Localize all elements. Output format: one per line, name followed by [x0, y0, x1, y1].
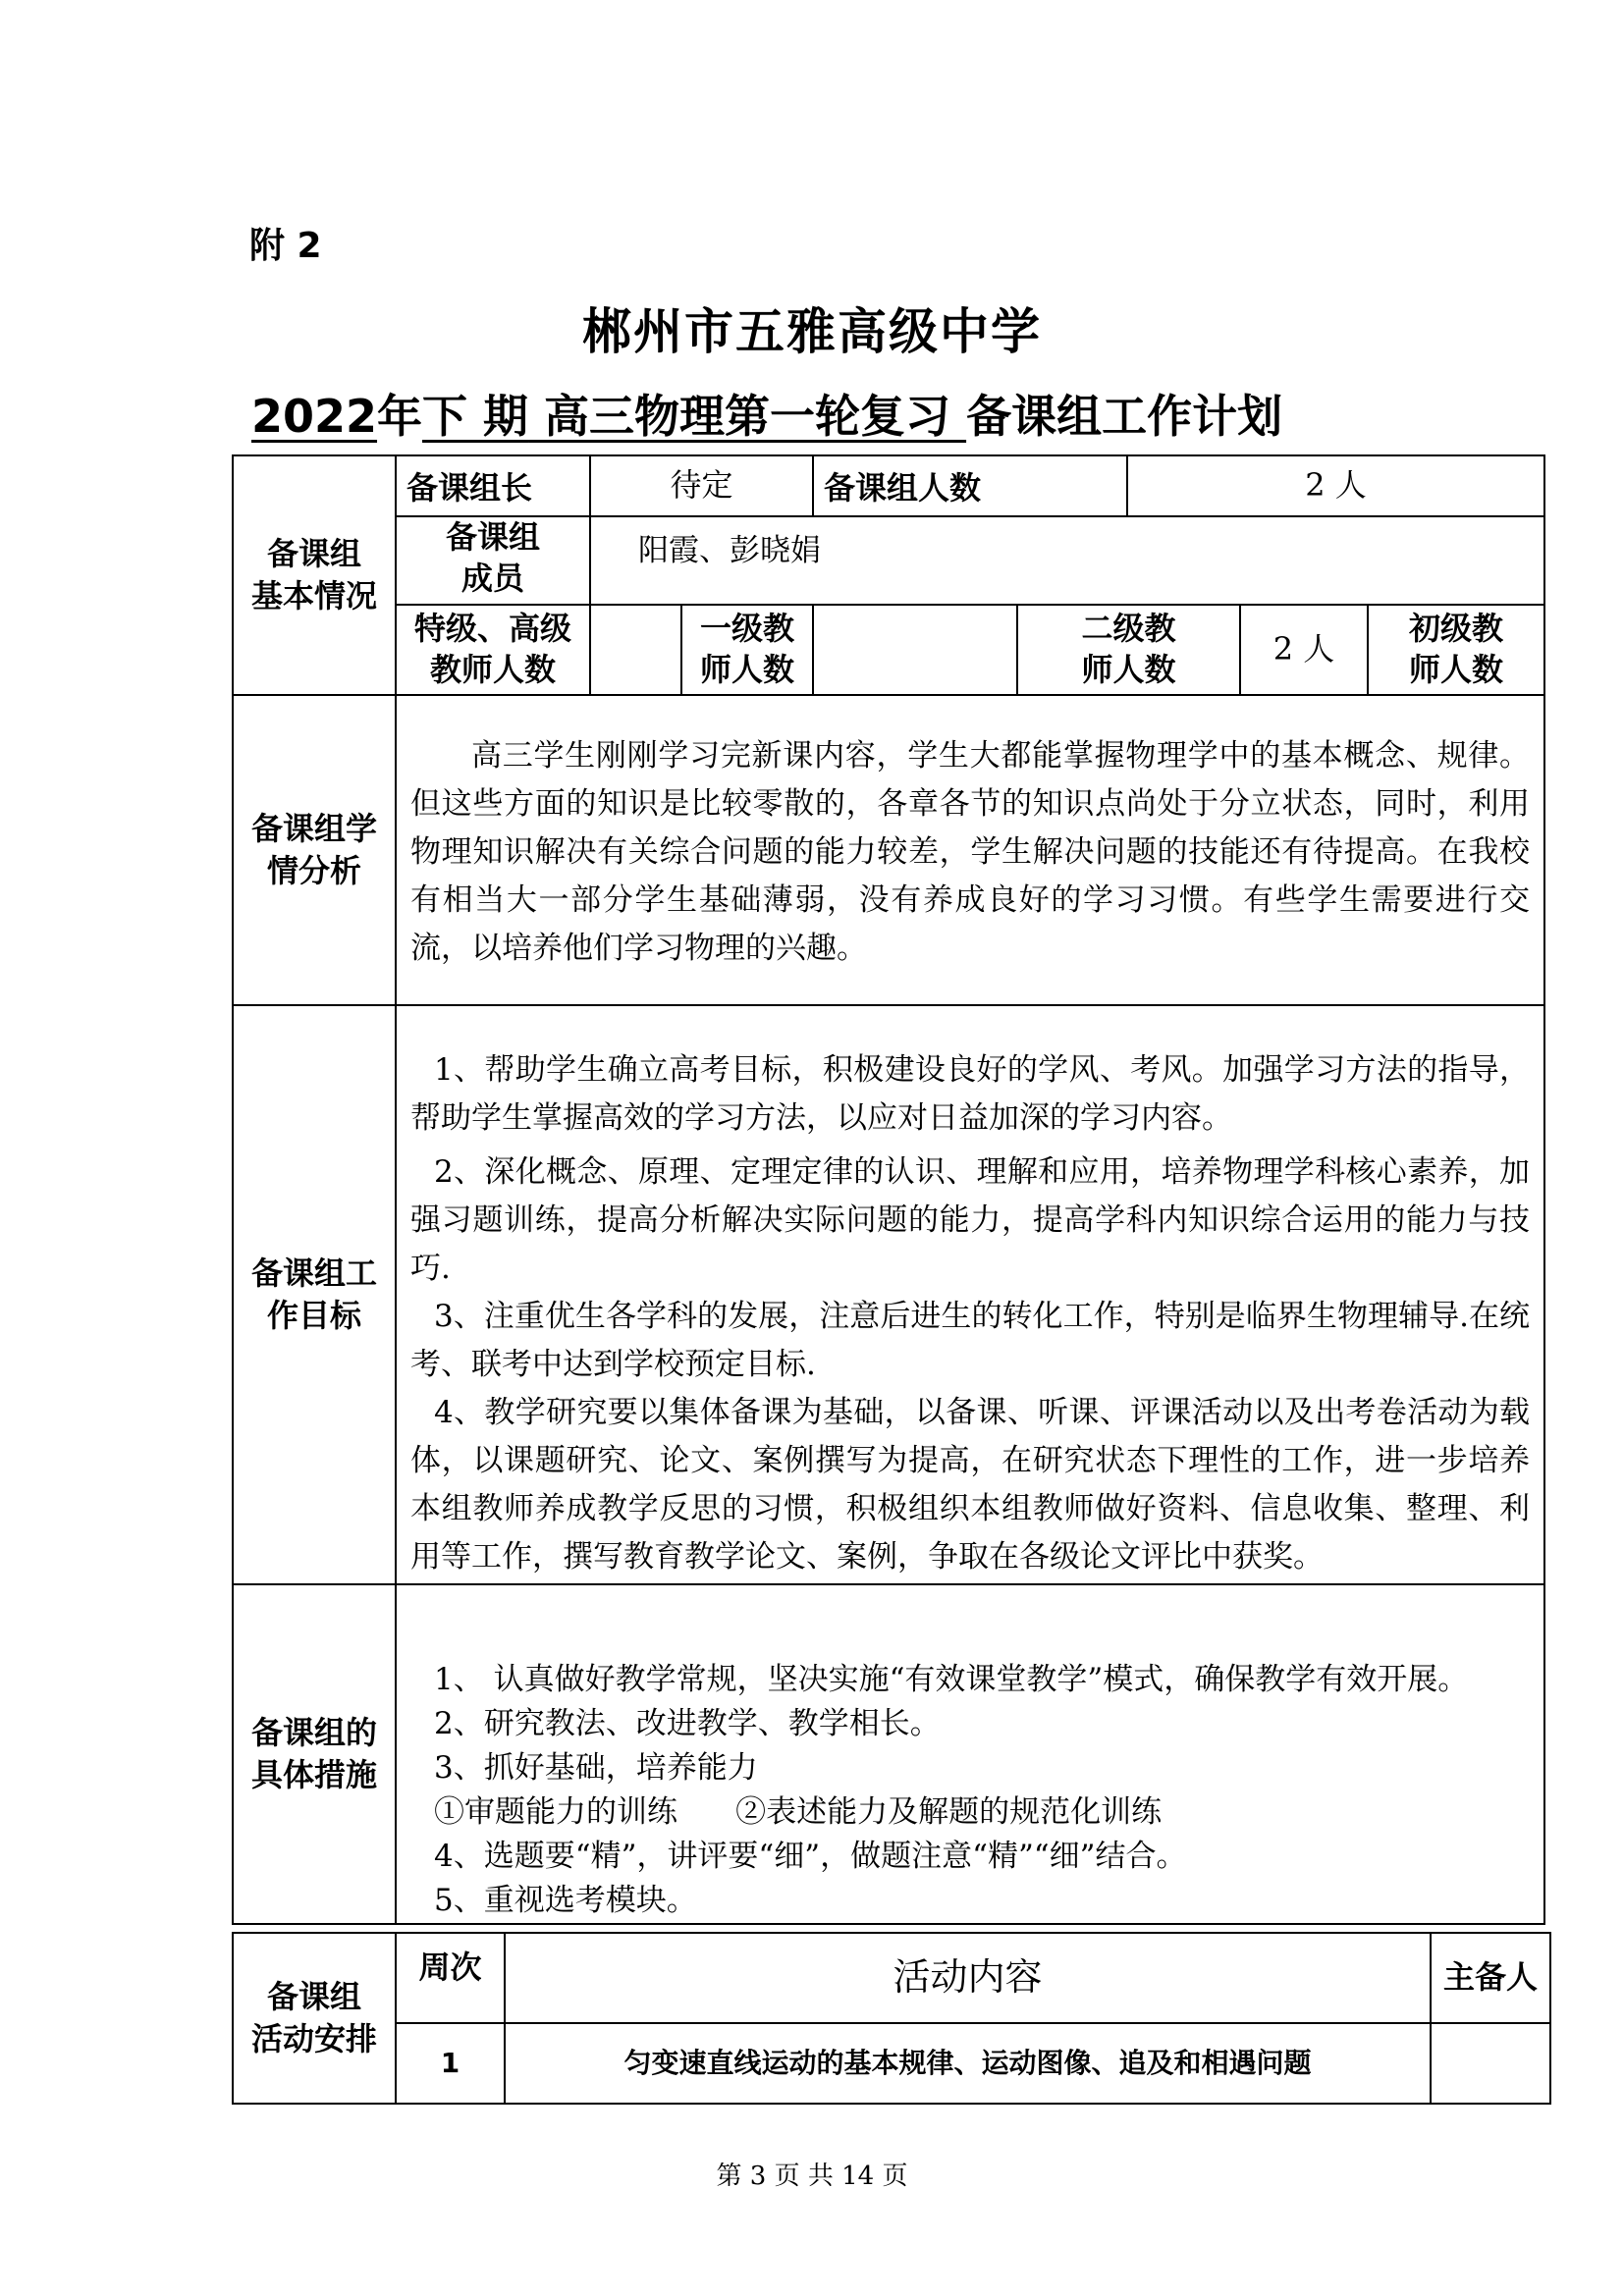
plan-year: 2022 — [251, 390, 378, 443]
leader-value: 待定 — [590, 455, 813, 516]
col-week-header: 周次 — [396, 1933, 505, 2023]
analysis-label: 备课组学 情分析 — [233, 695, 396, 1005]
plan-term: 下 期 — [422, 390, 529, 443]
junior-level-label: 初级教 师人数 — [1368, 605, 1544, 695]
school-title: 郴州市五雅高级中学 — [582, 303, 1042, 360]
activity-table — [232, 1932, 1551, 2105]
activities-label: 备课组 活动安排 — [233, 1933, 396, 2104]
goal-item: 4、教学研究要以集体备课为基础，以备课、听课、评课活动以及出考卷活动为载体，以课题研究、论文、案例撰写为提高，在研究状态下理性的工作，进一步培养本组教师养成教学反思的习惯，积极组织本组教师做好资料、信息收集、整理、利用等工作，撰写教育教学论文、案例，争取在各级论文评比中获奖。 — [410, 1395, 1531, 1575]
members-label: 备课组 成员 — [396, 516, 590, 605]
second-level-label: 二级教 师人数 — [1017, 605, 1240, 695]
first-level-value — [813, 605, 1017, 695]
col-content-header: 活动内容 — [505, 1933, 1431, 2023]
measure-item: 2、研究教法、改进教学、教学相长。 — [434, 1706, 941, 1741]
first-level-label: 一级教 师人数 — [681, 605, 813, 695]
count-label: 备课组人数 — [813, 455, 1127, 516]
measure-item: 4、选题要“精”，讲评要“细”，做题注意“精”“细”结合。 — [434, 1839, 1187, 1874]
annex-label: 附 2 — [249, 226, 322, 266]
goal-item: 3、注重优生各学科的发展，注意后进生的转化工作，特别是临界生物理辅导.在统考、联考中达到学校预定目标. — [410, 1299, 1531, 1382]
plan-suffix: 备课组工作计划 — [966, 390, 1283, 443]
senior-teachers-label: 特级、高级 教师人数 — [396, 605, 590, 695]
plan-subject: 高三物理第一轮复习 — [528, 390, 967, 443]
measures-label: 备课组的 具体措施 — [233, 1584, 396, 1924]
goals-label: 备课组工 作目标 — [233, 1005, 396, 1584]
plan-year-unit: 年 — [377, 390, 423, 443]
measure-item: ①审题能力的训练 ②表述能力及解题的规范化训练 — [434, 1794, 1163, 1830]
measure-item: 5、重视选考模块。 — [434, 1883, 697, 1918]
second-level-value: 2 人 — [1240, 605, 1368, 695]
goal-item: 2、深化概念、原理、定理定律的认识、理解和应用，培养物理学科核心素养，加强习题训练，提高分析解决实际问题的能力，提高学科内知识综合运用的能力与技巧. — [410, 1154, 1531, 1286]
activity-owner — [1431, 2023, 1550, 2104]
page-footer: 第 3 页 共 14 页 — [716, 2162, 908, 2191]
goal-item: 1、帮助学生确立高考目标，积极建设良好的学风、考风。加强学习方法的指导，帮助学生掌握高效的学习方法，以应对日益加深的学习内容。 — [410, 1052, 1531, 1136]
activity-content: 匀变速直线运动的基本规律、运动图像、追及和相遇问题 — [505, 2023, 1431, 2104]
measure-item: 3、抓好基础，培养能力 — [434, 1750, 758, 1786]
basic-section-label: 备课组 基本情况 — [233, 455, 396, 695]
leader-label: 备课组长 — [396, 455, 590, 516]
col-owner-header: 主备人 — [1431, 1933, 1550, 2023]
plan-title — [251, 381, 1282, 446]
analysis-text: 高三学生刚刚学习完新课内容，学生大都能掌握物理学中的基本概念、规律。但这些方面的知识是比较零散的，各章各节的知识点尚处于分立状态，同时，利用物理知识解决有关综合问题的能力较差，学生解决问题的技能还有待提高。在我校有相当大一部分学生基础薄弱，没有养成良好的学习习惯。有些学生需要进行交流，以培养他们学习物理的兴趣。 — [410, 737, 1531, 966]
members-value: 阳霞、彭晓娟 — [590, 516, 1544, 605]
plan-table — [232, 454, 1545, 1925]
activity-week: 1 — [396, 2023, 505, 2104]
activity-row — [233, 2023, 1550, 2104]
count-value: 2 人 — [1127, 455, 1544, 516]
senior-teachers-value — [590, 605, 681, 695]
measure-item: 1、 认真做好教学常规，坚决实施“有效课堂教学”模式，确保教学有效开展。 — [434, 1662, 1469, 1697]
